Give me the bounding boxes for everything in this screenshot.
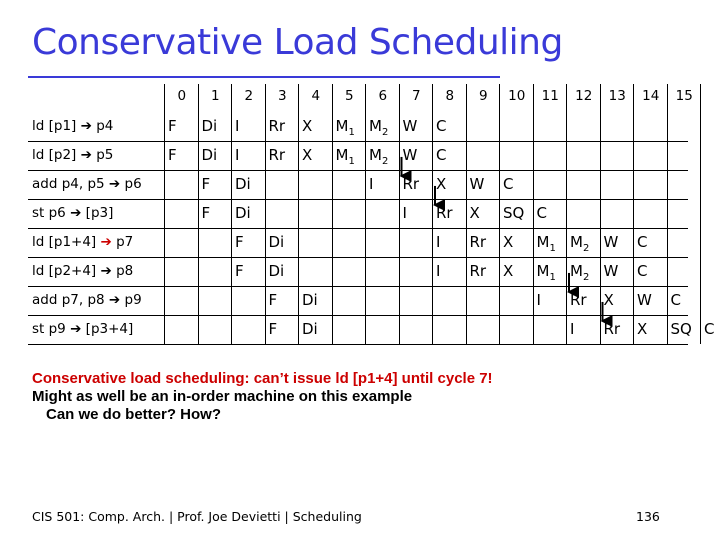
pipeline-stage: F — [201, 204, 211, 222]
pipeline-stage: Rr — [469, 233, 487, 251]
cycle-number: 9 — [478, 88, 488, 104]
pipeline-stage: Rr — [402, 175, 420, 193]
cycle-number: 7 — [411, 88, 421, 104]
pipeline-stage: F — [268, 320, 278, 338]
pipeline-stage: SQ — [670, 320, 692, 338]
arrow-glyph: ➔ — [100, 263, 112, 279]
pipeline-stage: X — [637, 320, 648, 338]
title-underline — [28, 76, 500, 78]
pipeline-stage: $M_2$ — [369, 146, 389, 167]
pipeline-stage: C — [536, 204, 547, 222]
pipeline-stage: X — [302, 146, 313, 164]
pipeline-stage: W — [603, 262, 619, 280]
instruction-label: add p4, p5 ➔ p6 — [32, 176, 142, 192]
pipeline-stage: Di — [268, 233, 285, 251]
pipeline-stage: C — [704, 320, 715, 338]
arrow-glyph: ➔ — [70, 321, 82, 337]
instruction-label: st p6 ➔ [p3] — [32, 205, 114, 221]
pipeline-stage: Di — [302, 320, 318, 338]
pipeline-stage: X — [469, 204, 480, 222]
slide-footer: CIS 501: Comp. Arch. | Prof. Joe Devietti | Scheduling — [32, 509, 362, 524]
cycle-number: 6 — [378, 88, 388, 104]
pipeline-stage: I — [570, 320, 575, 338]
cycle-number: 1 — [210, 88, 220, 104]
pipeline-row — [28, 141, 688, 171]
cycle-number: 3 — [277, 88, 287, 104]
arrow-glyph: ➔ — [108, 292, 121, 308]
pipeline-stage: Di — [268, 262, 285, 280]
note-line-3: Can we do better? How? — [46, 406, 222, 423]
cycle-number: 8 — [445, 88, 455, 104]
pipeline-stage: I — [235, 117, 240, 135]
slide-title: Conservative Load Scheduling — [32, 22, 563, 63]
pipeline-stage: Di — [302, 291, 318, 309]
cycle-number: 12 — [575, 88, 593, 104]
arrow-glyph: ➔ — [108, 176, 121, 192]
pipeline-stage: C — [436, 117, 447, 135]
pipeline-stage: W — [402, 117, 418, 135]
pipeline-stage: I — [369, 175, 374, 193]
pipeline-stage: Di — [235, 204, 251, 222]
cycle-number: 0 — [177, 88, 187, 104]
cycle-number: 2 — [244, 88, 254, 104]
pipeline-stage: Rr — [570, 291, 587, 309]
pipeline-stage: W — [603, 233, 619, 251]
pipeline-stage: Rr — [268, 117, 286, 135]
pipeline-stage: Di — [201, 117, 218, 135]
pipeline-stage: $M_1$ — [536, 262, 556, 283]
pipeline-stage: F — [201, 175, 211, 193]
pipeline-stage: $M_1$ — [335, 146, 355, 167]
column-divider — [700, 84, 701, 344]
cycle-number: 13 — [608, 88, 626, 104]
pipeline-stage: Rr — [436, 204, 453, 222]
instruction-label: ld [p1+4] ➔ p7 — [32, 234, 134, 250]
cycle-number: 10 — [508, 88, 526, 104]
arrow-glyph: ➔ — [80, 147, 92, 163]
instruction-label: add p7, p8 ➔ p9 — [32, 292, 142, 308]
pipeline-row — [28, 112, 688, 142]
pipeline-stage: W — [402, 146, 418, 164]
pipeline-stage: $M_2$ — [570, 262, 590, 283]
pipeline-stage: X — [436, 175, 447, 193]
pipeline-stage: W — [637, 291, 652, 309]
note-line-1: Conservative load scheduling: can’t issue ld [p1+4] until cycle 7! — [32, 370, 493, 387]
pipeline-row — [28, 199, 688, 229]
pipeline-stage: Di — [201, 146, 218, 164]
cycle-number: 11 — [541, 88, 559, 104]
cycle-number: 5 — [344, 88, 354, 104]
pipeline-stage: X — [503, 233, 514, 251]
pipeline-stage: F — [235, 262, 244, 280]
instruction-label: ld [p1] ➔ p4 — [32, 118, 114, 134]
pipeline-stage: $M_2$ — [369, 117, 389, 138]
pipeline-stage: I — [436, 262, 441, 280]
instruction-label: ld [p2+4] ➔ p8 — [32, 263, 134, 279]
cycle-number: 4 — [311, 88, 321, 104]
arrow-glyph: ➔ — [70, 205, 82, 221]
pipeline-stage: SQ — [503, 204, 525, 222]
pipeline-stage: F — [168, 146, 177, 164]
pipeline-diagram — [28, 84, 715, 344]
pipeline-stage: C — [503, 175, 514, 193]
pipeline-stage: C — [670, 291, 681, 309]
pipeline-stage: X — [302, 117, 313, 135]
instruction-label: st p9 ➔ [p3+4] — [32, 321, 134, 337]
pipeline-stage: X — [603, 291, 614, 309]
pipeline-stage: Rr — [603, 320, 621, 338]
pipeline-stage: W — [469, 175, 485, 193]
arrow-glyph: ➔ — [100, 234, 112, 250]
pipeline-stage: F — [168, 117, 177, 135]
pipeline-stage: $M_1$ — [536, 233, 556, 254]
pipeline-stage: I — [536, 291, 541, 309]
pipeline-stage: F — [268, 291, 278, 309]
pipeline-stage: Rr — [469, 262, 487, 280]
pipeline-stage: I — [436, 233, 441, 251]
pipeline-stage: I — [235, 146, 240, 164]
note-line-2: Might as well be an in-order machine on this example — [32, 388, 413, 405]
page-number: 136 — [636, 509, 660, 524]
cycle-number: 15 — [675, 88, 693, 104]
pipeline-stage: Di — [235, 175, 251, 193]
pipeline-stage: C — [436, 146, 447, 164]
pipeline-stage: C — [637, 262, 648, 280]
pipeline-stage: $M_1$ — [335, 117, 355, 138]
pipeline-stage: Rr — [268, 146, 286, 164]
explanation-note — [32, 370, 493, 424]
pipeline-stage: X — [503, 262, 514, 280]
pipeline-stage: C — [637, 233, 648, 251]
cycle-number: 14 — [642, 88, 660, 104]
arrow-glyph: ➔ — [80, 118, 92, 134]
instruction-label: ld [p2] ➔ p5 — [32, 147, 114, 163]
pipeline-stage: $M_2$ — [570, 233, 590, 254]
pipeline-stage: F — [235, 233, 244, 251]
pipeline-stage: I — [402, 204, 407, 222]
